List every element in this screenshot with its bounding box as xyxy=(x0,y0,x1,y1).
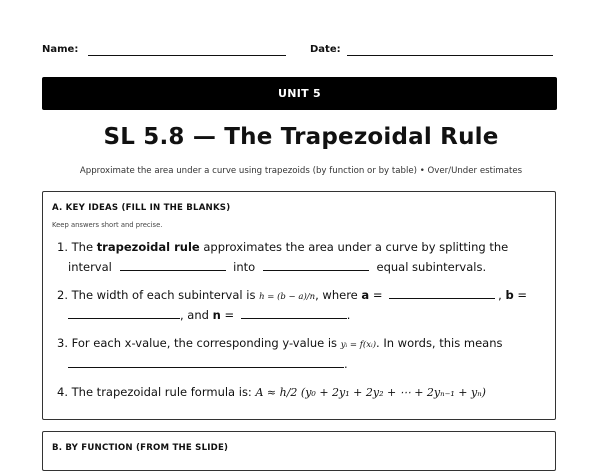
question-2-comma-b: , xyxy=(498,288,506,302)
question-2-blank-a[interactable] xyxy=(389,288,495,299)
question-4-text: The trapezoidal rule formula is: xyxy=(71,385,256,399)
section-a-note: Keep answers short and precise. xyxy=(52,221,163,229)
page-title: SL 5.8 — The Trapezoidal Rule xyxy=(103,124,499,150)
question-2-blank-b[interactable] xyxy=(68,308,180,319)
question-3-formula: yᵢ = f(xᵢ) xyxy=(340,340,377,350)
question-1-blank-interval[interactable] xyxy=(120,260,226,271)
question-2-eq2: = xyxy=(513,288,527,302)
question-2-and-n: , and xyxy=(180,308,213,322)
question-2-end: . xyxy=(346,308,351,322)
question-1-number: 1. xyxy=(57,240,68,254)
name-label: Name: xyxy=(42,44,79,55)
question-3-number: 3. xyxy=(57,336,68,350)
section-b-title: B. BY FUNCTION (FROM THE SLIDE) xyxy=(52,443,229,453)
question-2-b: b xyxy=(505,288,514,302)
date-field[interactable] xyxy=(347,55,553,56)
question-4-formula: A ≈ h/2 (y₀ + 2y₁ + 2y₂ + ⋯ + 2yₙ₋₁ + yₙ) xyxy=(255,386,486,399)
question-1-line-1 xyxy=(57,240,508,254)
question-3-line-1 xyxy=(57,336,503,350)
question-1-interval: interval xyxy=(68,260,112,274)
question-1-into: into xyxy=(233,260,256,274)
date-label: Date: xyxy=(310,44,341,55)
unit-banner-text: UNIT 5 xyxy=(277,87,322,100)
question-2-line-1 xyxy=(57,288,527,302)
question-3-text: For each x-value, the corresponding y-value is xyxy=(71,336,341,350)
question-2-a: a xyxy=(361,288,370,302)
section-a-title: A. KEY IDEAS (FILL IN THE BLANKS) xyxy=(52,203,231,213)
question-1-blank-count[interactable] xyxy=(263,260,369,271)
question-1-line-2 xyxy=(68,260,486,274)
question-3-blank[interactable] xyxy=(68,357,344,368)
name-field[interactable] xyxy=(88,55,286,56)
question-2-formula: h = (b − a)/n xyxy=(259,292,316,302)
question-2-mid: , where xyxy=(315,288,362,302)
page-subtitle: Approximate the area under a curve using trapezoids (by function or by table) • Over/Under estimates xyxy=(79,166,523,176)
question-1-pre: The xyxy=(71,240,97,254)
question-2-number: 2. xyxy=(57,288,68,302)
question-2-blank-n[interactable] xyxy=(241,308,347,319)
unit-banner xyxy=(42,77,557,110)
question-4-number: 4. xyxy=(57,385,68,399)
question-1-post: approximates the area under a curve by splitting the xyxy=(199,240,509,254)
question-4 xyxy=(57,385,486,399)
question-3-end: . xyxy=(344,357,348,371)
question-3-line-2 xyxy=(68,357,348,371)
question-2-n: n xyxy=(212,308,221,322)
question-1-term: trapezoidal rule xyxy=(96,240,200,254)
question-1-end: equal subintervals. xyxy=(376,260,487,274)
question-2-eq3: = xyxy=(220,308,235,322)
section-a-box xyxy=(42,191,556,420)
section-b-box xyxy=(42,431,556,471)
question-2-eq1: = xyxy=(369,288,387,302)
question-3-post: . In words, this means xyxy=(376,336,503,350)
question-2-line-2 xyxy=(68,308,350,322)
question-2-pre: The width of each subinterval is xyxy=(71,288,260,302)
